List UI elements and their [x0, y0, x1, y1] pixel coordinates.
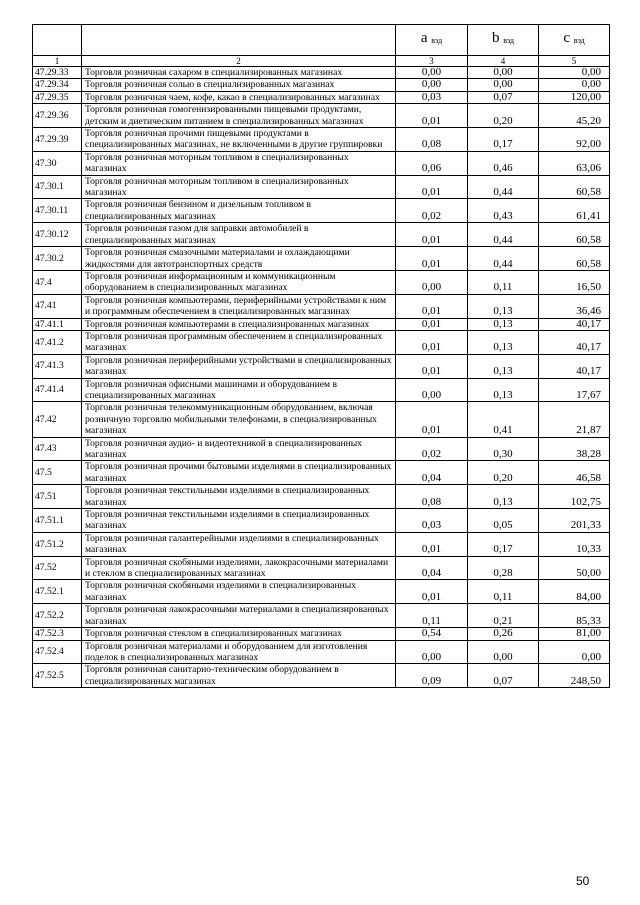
- row-a-value: 0,00: [396, 378, 468, 402]
- table-row: [33, 223, 610, 247]
- row-name-cell: Торговля розничная сахаром в специализированных магазинах: [82, 67, 396, 79]
- table-row: [33, 175, 610, 199]
- row-a-value: 0,54: [396, 628, 468, 640]
- table-row: [33, 79, 610, 91]
- row-b-value: 0,13: [468, 354, 539, 378]
- row-code-cell: 47.5: [33, 461, 82, 485]
- header-b-letter: b: [491, 30, 500, 47]
- row-code-cell: 47.30: [33, 151, 82, 175]
- row-name-cell: Торговля розничная периферийными устройствами в специализированных магазинах: [82, 354, 396, 378]
- row-name-cell: Торговля розничная скобяными изделиями в специализированных магазинах: [82, 580, 396, 604]
- row-c-value: 120,00: [539, 91, 610, 103]
- row-name-cell: Торговля розничная солью в специализированных магазинах: [82, 79, 396, 91]
- row-code-cell: 47.30.2: [33, 247, 82, 271]
- header-cell-a: [396, 25, 468, 56]
- row-code-cell: 47.51.1: [33, 509, 82, 533]
- table-row: [33, 664, 610, 688]
- row-name-cell: Торговля розничная смазочными материалами и охлаждающими жидкостями для автотранспортных средств: [82, 247, 396, 271]
- row-c-value: 60,58: [539, 247, 610, 271]
- row-name-cell: Торговля розничная компьютерами, периферийными устройствами к ним и программным обеспечением в специализированных магазинах: [82, 294, 396, 318]
- row-code-cell: 47.43: [33, 437, 82, 461]
- row-code-cell: 47.42: [33, 402, 82, 437]
- row-code-cell: 47.41.2: [33, 330, 82, 354]
- row-code-cell: 47.52.1: [33, 580, 82, 604]
- row-name-cell: Торговля розничная компьютерами в специализированных магазинах: [82, 318, 396, 330]
- document-page: [32, 24, 609, 688]
- row-b-value: 0,05: [468, 509, 539, 533]
- page-number: 50: [576, 874, 590, 888]
- row-a-value: 0,01: [396, 175, 468, 199]
- table-row: [33, 437, 610, 461]
- row-a-value: 0,04: [396, 556, 468, 580]
- header-cell-c: [539, 25, 610, 56]
- row-b-value: 0,13: [468, 294, 539, 318]
- row-a-value: 0,02: [396, 437, 468, 461]
- row-name-cell: Торговля розничная материалами и оборудованием для изготовления поделок в специализированных магазинах: [82, 640, 396, 664]
- row-b-value: 0,13: [468, 485, 539, 509]
- row-code-cell: 47.30.12: [33, 223, 82, 247]
- header-b-sub: вэд: [503, 36, 515, 46]
- row-a-value: 0,01: [396, 223, 468, 247]
- row-c-value: 92,00: [539, 128, 610, 152]
- row-code-cell: 47.51: [33, 485, 82, 509]
- row-c-value: 102,75: [539, 485, 610, 509]
- table-row: [33, 354, 610, 378]
- row-c-value: 36,46: [539, 294, 610, 318]
- row-b-value: 0,44: [468, 247, 539, 271]
- table-row: [33, 151, 610, 175]
- column-number-2: 2: [82, 56, 396, 67]
- row-name-cell: Торговля розничная офисными машинами и оборудованием в специализированных магазинах: [82, 378, 396, 402]
- row-name-cell: Торговля розничная стеклом в специализированных магазинах: [82, 628, 396, 640]
- row-code-cell: 47.41.1: [33, 318, 82, 330]
- column-number-5: 5: [539, 56, 610, 67]
- row-b-value: 0,26: [468, 628, 539, 640]
- row-name-cell: Торговля розничная прочими бытовыми изделиями в специализированных магазинах: [82, 461, 396, 485]
- row-code-cell: 47.29.35: [33, 91, 82, 103]
- table-row: [33, 128, 610, 152]
- row-name-cell: Торговля розничная прочими пищевыми продуктами в специализированных магазинах, не включенными в другие группировки: [82, 128, 396, 152]
- row-code-cell: 47.41.3: [33, 354, 82, 378]
- row-c-value: 21,87: [539, 402, 610, 437]
- row-a-value: 0,00: [396, 79, 468, 91]
- row-c-value: 40,17: [539, 318, 610, 330]
- row-code-cell: 47.51.2: [33, 532, 82, 556]
- table-row: [33, 199, 610, 223]
- row-b-value: 0,00: [468, 79, 539, 91]
- table-row: [33, 580, 610, 604]
- table-row: [33, 270, 610, 294]
- table-row: [33, 532, 610, 556]
- row-a-value: 0,09: [396, 664, 468, 688]
- row-a-value: 0,06: [396, 151, 468, 175]
- row-c-value: 45,20: [539, 104, 610, 128]
- row-code-cell: 47.52.4: [33, 640, 82, 664]
- table-row: [33, 330, 610, 354]
- row-a-value: 0,11: [396, 604, 468, 628]
- table-row: [33, 628, 610, 640]
- row-a-value: 0,01: [396, 294, 468, 318]
- row-name-cell: Торговля розничная программным обеспечением в специализированных магазинах: [82, 330, 396, 354]
- table-row: [33, 485, 610, 509]
- column-number-row: [33, 56, 610, 67]
- row-b-value: 0,41: [468, 402, 539, 437]
- table-row: [33, 640, 610, 664]
- row-c-value: 40,17: [539, 330, 610, 354]
- row-c-value: 61,41: [539, 199, 610, 223]
- row-a-value: 0,04: [396, 461, 468, 485]
- table-row: [33, 104, 610, 128]
- row-a-value: 0,01: [396, 402, 468, 437]
- table-row: [33, 247, 610, 271]
- column-number-4: 4: [468, 56, 539, 67]
- row-b-value: 0,00: [468, 640, 539, 664]
- row-a-value: 0,08: [396, 128, 468, 152]
- row-c-value: 17,67: [539, 378, 610, 402]
- row-c-value: 40,17: [539, 354, 610, 378]
- row-name-cell: Торговля розничная информационным и коммуникационным оборудованием в специализированных магазинах: [82, 270, 396, 294]
- row-a-value: 0,01: [396, 104, 468, 128]
- row-name-cell: Торговля розничная гомогенизированными пищевыми продуктами, детским и диетическим питанием в специализированных магазинах: [82, 104, 396, 128]
- row-b-value: 0,21: [468, 604, 539, 628]
- row-name-cell: Торговля розничная бензином и дизельным топливом в специализированных магазинах: [82, 199, 396, 223]
- row-c-value: 10,33: [539, 532, 610, 556]
- row-name-cell: Торговля розничная аудио- и видеотехникой в специализированных магазинах: [82, 437, 396, 461]
- table-row: [33, 509, 610, 533]
- row-b-value: 0,13: [468, 330, 539, 354]
- table-row: [33, 402, 610, 437]
- row-b-value: 0,30: [468, 437, 539, 461]
- row-c-value: 85,33: [539, 604, 610, 628]
- row-a-value: 0,02: [396, 199, 468, 223]
- row-c-value: 0,00: [539, 79, 610, 91]
- row-c-value: 50,00: [539, 556, 610, 580]
- row-a-value: 0,01: [396, 247, 468, 271]
- row-code-cell: 47.4: [33, 270, 82, 294]
- row-c-value: 60,58: [539, 175, 610, 199]
- row-c-value: 16,50: [539, 270, 610, 294]
- row-b-value: 0,11: [468, 270, 539, 294]
- row-a-value: 0,01: [396, 580, 468, 604]
- row-c-value: 0,00: [539, 67, 610, 79]
- row-code-cell: 47.29.34: [33, 79, 82, 91]
- row-b-value: 0,00: [468, 67, 539, 79]
- row-c-value: 38,28: [539, 437, 610, 461]
- row-code-cell: 47.30.11: [33, 199, 82, 223]
- header-a-letter: a: [420, 30, 428, 47]
- row-b-value: 0,17: [468, 532, 539, 556]
- table-row: [33, 67, 610, 79]
- table-row: [33, 294, 610, 318]
- row-b-value: 0,20: [468, 104, 539, 128]
- row-name-cell: Торговля розничная санитарно-техническим оборудованием в специализированных магазинах: [82, 664, 396, 688]
- column-number-3: 3: [396, 56, 468, 67]
- row-a-value: 0,03: [396, 91, 468, 103]
- row-name-cell: Торговля розничная моторным топливом в специализированных магазинах: [82, 151, 396, 175]
- row-name-cell: Торговля розничная лакокрасочными материалами в специализированных магазинах: [82, 604, 396, 628]
- data-table: [32, 24, 610, 688]
- table-row: [33, 91, 610, 103]
- row-c-value: 248,50: [539, 664, 610, 688]
- row-a-value: 0,01: [396, 354, 468, 378]
- row-a-value: 0,00: [396, 270, 468, 294]
- row-b-value: 0,13: [468, 378, 539, 402]
- row-c-value: 60,58: [539, 223, 610, 247]
- row-b-value: 0,46: [468, 151, 539, 175]
- header-c-sub: вэд: [573, 36, 585, 46]
- row-code-cell: 47.29.39: [33, 128, 82, 152]
- row-name-cell: Торговля розничная текстильными изделиями в специализированных магазинах: [82, 509, 396, 533]
- row-name-cell: Торговля розничная чаем, кофе, какао в специализированных магазинах: [82, 91, 396, 103]
- row-a-value: 0,00: [396, 67, 468, 79]
- row-code-cell: 47.52.3: [33, 628, 82, 640]
- row-b-value: 0,43: [468, 199, 539, 223]
- row-b-value: 0,44: [468, 223, 539, 247]
- row-a-value: 0,00: [396, 640, 468, 664]
- row-name-cell: Торговля розничная галантерейными изделиями в специализированных магазинах: [82, 532, 396, 556]
- row-a-value: 0,01: [396, 532, 468, 556]
- row-code-cell: 47.52.2: [33, 604, 82, 628]
- header-c-letter: c: [563, 30, 571, 47]
- row-code-cell: 47.29.36: [33, 104, 82, 128]
- column-number-1: 1: [33, 56, 82, 67]
- row-c-value: 0,00: [539, 640, 610, 664]
- row-a-value: 0,01: [396, 330, 468, 354]
- table-row: [33, 461, 610, 485]
- header-cell-code: [33, 25, 82, 56]
- table-row: [33, 378, 610, 402]
- row-name-cell: Торговля розничная текстильными изделиями в специализированных магазинах: [82, 485, 396, 509]
- row-c-value: 46,58: [539, 461, 610, 485]
- row-code-cell: 47.41: [33, 294, 82, 318]
- row-code-cell: 47.52: [33, 556, 82, 580]
- row-code-cell: 47.52.5: [33, 664, 82, 688]
- table-row: [33, 556, 610, 580]
- row-b-value: 0,13: [468, 318, 539, 330]
- row-b-value: 0,44: [468, 175, 539, 199]
- header-cell-b: [468, 25, 539, 56]
- row-b-value: 0,07: [468, 91, 539, 103]
- header-cell-name: [82, 25, 396, 56]
- row-b-value: 0,11: [468, 580, 539, 604]
- header-a-sub: вэд: [431, 36, 443, 46]
- row-c-value: 63,06: [539, 151, 610, 175]
- row-c-value: 84,00: [539, 580, 610, 604]
- header-row: [33, 25, 610, 56]
- row-code-cell: 47.41.4: [33, 378, 82, 402]
- row-code-cell: 47.30.1: [33, 175, 82, 199]
- row-code-cell: 47.29.33: [33, 67, 82, 79]
- row-name-cell: Торговля розничная газом для заправки автомобилей в специализированных магазинах: [82, 223, 396, 247]
- row-name-cell: Торговля розничная скобяными изделиями, лакокрасочными материалами и стеклом в специализированных магазинах: [82, 556, 396, 580]
- row-a-value: 0,01: [396, 318, 468, 330]
- row-b-value: 0,07: [468, 664, 539, 688]
- row-b-value: 0,20: [468, 461, 539, 485]
- row-a-value: 0,08: [396, 485, 468, 509]
- row-name-cell: Торговля розничная моторным топливом в специализированных магазинах: [82, 175, 396, 199]
- row-name-cell: Торговля розничная телекоммуникационным оборудованием, включая розничную торговлю мобильными телефонами, в специализированных магазинах: [82, 402, 396, 437]
- row-c-value: 81,00: [539, 628, 610, 640]
- row-b-value: 0,28: [468, 556, 539, 580]
- row-a-value: 0,03: [396, 509, 468, 533]
- row-c-value: 201,33: [539, 509, 610, 533]
- row-b-value: 0,17: [468, 128, 539, 152]
- table-row: [33, 604, 610, 628]
- table-row: [33, 318, 610, 330]
